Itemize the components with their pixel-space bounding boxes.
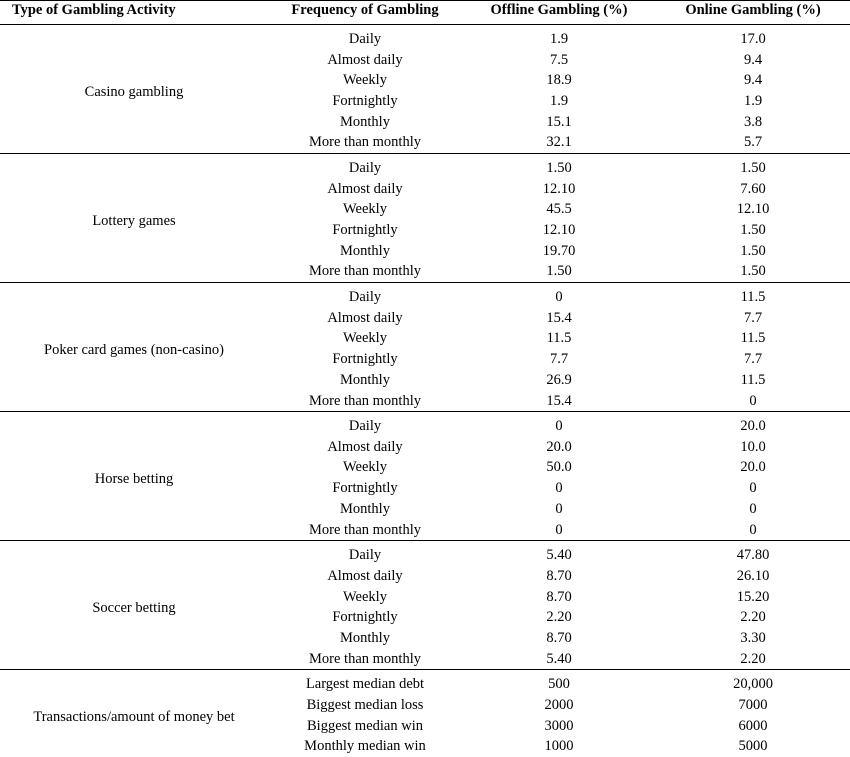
online-value-cell: 6000 bbox=[738, 717, 768, 734]
online-value-cell: 26.10 bbox=[736, 567, 770, 584]
frequency-cell: Daily bbox=[268, 541, 462, 566]
online-value-cell: 0 bbox=[749, 480, 757, 497]
frequency-cell: Fortnightly bbox=[332, 93, 398, 110]
frequency-cell: Almost daily bbox=[327, 51, 403, 68]
online-value-cell: 47.80 bbox=[656, 541, 850, 566]
table-row bbox=[0, 412, 850, 437]
offline-value-cell: 11.5 bbox=[546, 330, 572, 347]
online-value-cell: 11.5 bbox=[740, 371, 766, 388]
online-value-cell: 0 bbox=[749, 392, 757, 409]
frequency-cell: Monthly median win bbox=[304, 738, 426, 755]
frequency-cell: Monthly bbox=[340, 113, 390, 130]
offline-value-cell: 7.7 bbox=[549, 351, 569, 368]
offline-value-cell: 15.4 bbox=[546, 309, 572, 326]
frequency-cell: Monthly bbox=[340, 242, 390, 259]
offline-value-cell: 12.10 bbox=[542, 222, 576, 239]
online-value-cell: 0 bbox=[749, 500, 757, 517]
table-row bbox=[0, 25, 850, 50]
table-header bbox=[0, 1, 850, 25]
online-value-cell: 12.10 bbox=[736, 201, 770, 218]
offline-value-cell: 2.20 bbox=[546, 609, 572, 626]
frequency-cell: More than monthly bbox=[309, 650, 421, 667]
offline-value-cell: 0 bbox=[555, 521, 563, 538]
activity-cell: Soccer betting bbox=[0, 541, 268, 670]
offline-value-cell: 7.5 bbox=[549, 51, 569, 68]
frequency-cell: Daily bbox=[268, 25, 462, 50]
offline-value-cell: 5.40 bbox=[462, 541, 656, 566]
frequency-cell: Daily bbox=[268, 154, 462, 179]
column-header-offline: Offline Gambling (%) bbox=[462, 1, 656, 25]
frequency-cell: Monthly bbox=[340, 629, 390, 646]
online-value-cell: 20,000 bbox=[656, 670, 850, 695]
frequency-cell: Almost daily bbox=[327, 180, 403, 197]
online-value-cell: 9.4 bbox=[743, 72, 763, 89]
offline-value-cell: 0 bbox=[462, 412, 656, 437]
frequency-cell: Almost daily bbox=[327, 438, 403, 455]
frequency-cell: Fortnightly bbox=[332, 222, 398, 239]
table-body bbox=[0, 25, 850, 757]
frequency-cell: Weekly bbox=[343, 201, 387, 218]
offline-value-cell: 45.5 bbox=[546, 201, 572, 218]
frequency-cell: Almost daily bbox=[327, 567, 403, 584]
column-header-online: Online Gambling (%) bbox=[656, 1, 850, 25]
offline-value-cell: 3000 bbox=[544, 717, 574, 734]
online-value-cell: 1.50 bbox=[740, 242, 766, 259]
online-value-cell: 0 bbox=[749, 521, 757, 538]
online-value-cell: 2.20 bbox=[740, 650, 766, 667]
offline-value-cell: 12.10 bbox=[542, 180, 576, 197]
frequency-cell: Biggest median loss bbox=[306, 696, 424, 713]
online-value-cell: 10.0 bbox=[740, 438, 766, 455]
online-value-cell: 1.9 bbox=[743, 93, 763, 110]
frequency-cell: More than monthly bbox=[309, 263, 421, 280]
table-row bbox=[0, 670, 850, 695]
online-value-cell: 9.4 bbox=[743, 51, 763, 68]
online-value-cell: 5000 bbox=[738, 738, 768, 755]
offline-value-cell: 2000 bbox=[544, 696, 574, 713]
table-row bbox=[0, 154, 850, 179]
offline-value-cell: 1000 bbox=[544, 738, 574, 755]
frequency-cell: Monthly bbox=[340, 500, 390, 517]
frequency-cell: Weekly bbox=[343, 72, 387, 89]
table-row bbox=[0, 541, 850, 566]
offline-value-cell: 19.70 bbox=[542, 242, 576, 259]
online-value-cell: 7.7 bbox=[743, 351, 763, 368]
offline-value-cell: 1.50 bbox=[546, 263, 572, 280]
frequency-cell: More than monthly bbox=[309, 392, 421, 409]
column-header-frequency: Frequency of Gambling bbox=[268, 1, 462, 25]
online-value-cell: 15.20 bbox=[736, 588, 770, 605]
activity-cell: Lottery games bbox=[0, 154, 268, 283]
offline-value-cell: 8.70 bbox=[546, 567, 572, 584]
online-value-cell: 7000 bbox=[738, 696, 768, 713]
offline-value-cell: 50.0 bbox=[546, 459, 572, 476]
offline-value-cell: 500 bbox=[462, 670, 656, 695]
table-header-row bbox=[0, 1, 850, 25]
frequency-cell: Fortnightly bbox=[332, 609, 398, 626]
offline-value-cell: 8.70 bbox=[546, 629, 572, 646]
online-value-cell: 7.60 bbox=[740, 180, 766, 197]
offline-value-cell: 26.9 bbox=[546, 371, 572, 388]
online-value-cell: 1.50 bbox=[740, 263, 766, 280]
column-header-activity: Type of Gambling Activity bbox=[0, 1, 268, 25]
offline-value-cell: 0 bbox=[462, 283, 656, 308]
frequency-cell: Fortnightly bbox=[332, 480, 398, 497]
frequency-cell: Weekly bbox=[343, 588, 387, 605]
frequency-cell: Monthly bbox=[340, 371, 390, 388]
online-value-cell: 3.8 bbox=[743, 113, 763, 130]
online-value-cell: 7.7 bbox=[743, 309, 763, 326]
online-value-cell: 20.0 bbox=[740, 459, 766, 476]
frequency-cell: Daily bbox=[268, 412, 462, 437]
online-value-cell: 2.20 bbox=[740, 609, 766, 626]
offline-value-cell: 1.9 bbox=[462, 25, 656, 50]
online-value-cell: 11.5 bbox=[656, 283, 850, 308]
offline-value-cell: 32.1 bbox=[546, 134, 572, 151]
frequency-cell: More than monthly bbox=[309, 521, 421, 538]
frequency-cell: Almost daily bbox=[327, 309, 403, 326]
offline-value-cell: 1.50 bbox=[462, 154, 656, 179]
offline-value-cell: 15.4 bbox=[546, 392, 572, 409]
frequency-cell: Weekly bbox=[343, 330, 387, 347]
activity-cell: Casino gambling bbox=[0, 25, 268, 154]
offline-value-cell: 15.1 bbox=[546, 113, 572, 130]
frequency-cell: Largest median debt bbox=[268, 670, 462, 695]
online-value-cell: 17.0 bbox=[656, 25, 850, 50]
offline-value-cell: 1.9 bbox=[549, 93, 569, 110]
offline-value-cell: 8.70 bbox=[546, 588, 572, 605]
online-value-cell: 1.50 bbox=[656, 154, 850, 179]
online-value-cell: 11.5 bbox=[740, 330, 766, 347]
offline-value-cell: 0 bbox=[555, 500, 563, 517]
table-row bbox=[0, 283, 850, 308]
activity-cell: Transactions/amount of money bet bbox=[0, 670, 268, 757]
offline-value-cell: 0 bbox=[555, 480, 563, 497]
frequency-cell: Biggest median win bbox=[307, 717, 423, 734]
activity-cell: Poker card games (non-casino) bbox=[0, 283, 268, 412]
online-value-cell: 20.0 bbox=[656, 412, 850, 437]
activity-cell: Horse betting bbox=[0, 412, 268, 541]
frequency-cell: Weekly bbox=[343, 459, 387, 476]
online-value-cell: 5.7 bbox=[743, 134, 763, 151]
frequency-cell: Fortnightly bbox=[332, 351, 398, 368]
offline-value-cell: 5.40 bbox=[546, 650, 572, 667]
online-value-cell: 3.30 bbox=[740, 629, 766, 646]
frequency-cell: Daily bbox=[268, 283, 462, 308]
online-value-cell: 1.50 bbox=[740, 222, 766, 239]
offline-value-cell: 20.0 bbox=[546, 438, 572, 455]
frequency-cell: More than monthly bbox=[309, 134, 421, 151]
offline-value-cell: 18.9 bbox=[546, 72, 572, 89]
